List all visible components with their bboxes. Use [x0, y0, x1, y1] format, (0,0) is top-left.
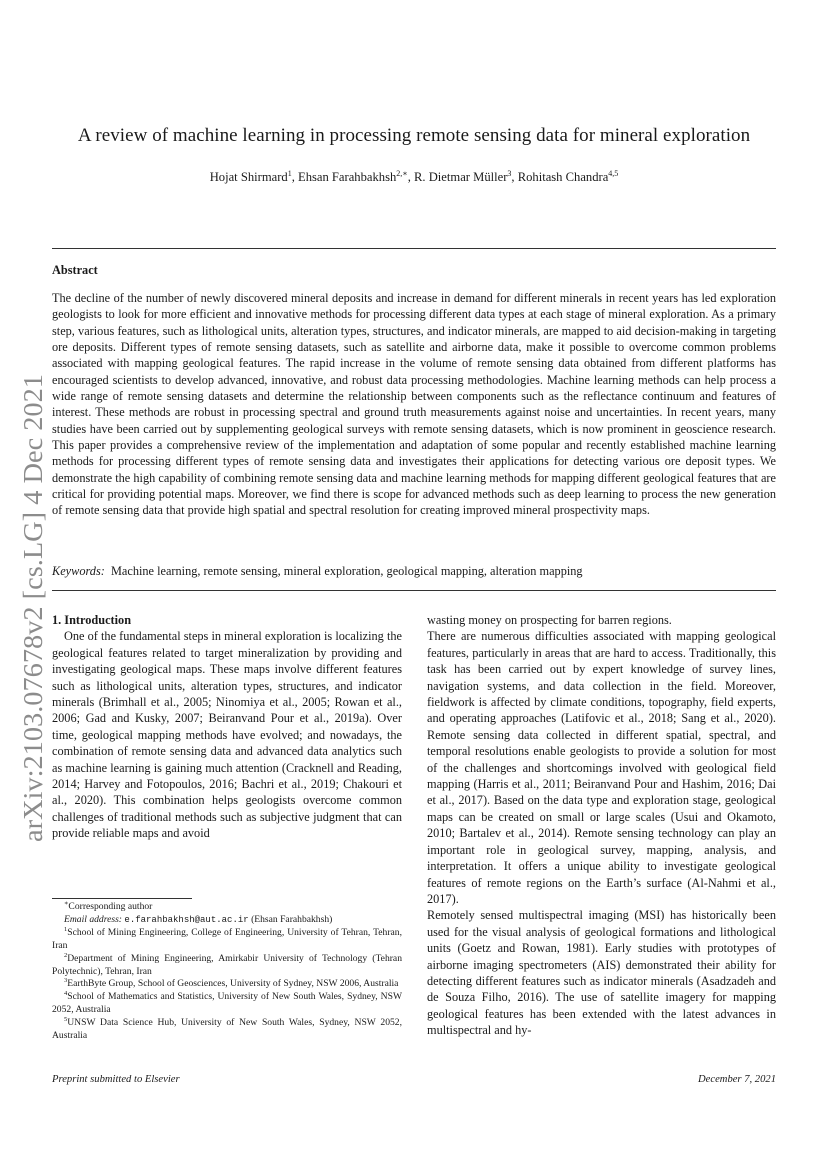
arxiv-sidebar-stamp	[2, 372, 58, 842]
section-heading: 1. Introduction	[52, 613, 132, 627]
divider-top	[52, 248, 776, 249]
body-paragraph: There are numerous difficulties associated with mapping geological features, particularly in areas that are hard to access. Traditionally, this task has been carried out by expert knowledge of survey lines, navigation systems, and data collection in the field. Moreover, fieldwork is affected by climate conditions, topography, field experts, and operating approaches (Latifovic et al., 2018; Sang et al., 2020). Remote sensing data collected in different spatial, spectral, and temporal resolutions enable geologists to provide a solution for most of the challenges and shortcomings involved with geological field mapping (Harris et al., 2011; Beiranvand Pour and Hashim, 2016; Dai et al., 2017). Based on the data type and exploration stage, geological maps can be created on small or large scales (Usui and Okamoto, 2010; Bartalev et al., 2014). Remote sensing technology can play an important role in geological survey, mapping, analysis, and interpretation. It offers a unique ability to investigate geological features of remote regions on the Earth’s surface (Al-Nahmi et al., 2017).	[427, 629, 776, 906]
author: Ehsan Farahbakhsh$^{2,∗}$,	[298, 168, 415, 184]
footnote-affiliation: $^5$UNSW Data Science Hub, University of New South Wales, Sydney, NSW 2052, Australia	[52, 1015, 402, 1042]
body-paragraph: wasting money on prospecting for barren regions.	[427, 613, 672, 627]
footnote-email: Email address: e.farahbakhsh@aut.ac.ir (Ehsan Farahbakhsh)	[64, 913, 333, 925]
keywords-label: Keywords:	[52, 564, 105, 578]
footnote-affiliation: $^3$EarthByte Group, School of Geosciences, University of Sydney, NSW 2006, Australia	[64, 977, 399, 990]
keywords-text: Machine learning, remote sensing, mineral exploration, geological mapping, alteration mapping	[110, 564, 583, 578]
footnote-affiliation: $^2$Department of Mining Engineering, Amirkabir University of Technology (Tehran Polytechnic), Tehran, Iran	[52, 951, 402, 977]
abstract-text: The decline of the number of newly discovered mineral deposits and increase in demand for different minerals in recent years has led exploration geologists to look for more efficient and innovative methods for processing different data types at each stage of mineral exploration. As a primary step, various features, such as lithological units, alteration types, structures, and indicator minerals, are mapped to aid decision-making in targeting ore deposits. Different types of remote sensing datasets, such as satellite and airborne data, make it possible to overcome common problems associated with mapping geological features. The rapid increase in the volume of remote sensing data obtained from different platforms has encouraged scientists to develop advanced, innovative, and robust data processing methodologies. Machine learning methods can help process a wide range of remote sensing datasets and determine the relationship between components such as the reflectance continuum and features of interest. These methods are robust in processing spectral and ground truth measurements against noise and uncertainties. In recent years, many studies have been carried out by supplementing geological surveys with remote sensing datasets, which is now prominent in geoscience research. This paper provides a comprehensive review of the implementation and adaptation of some popular and recently established machine learning methods for processing different types of remote sensing data and investigates their applications for detecting various ore deposit types. We demonstrate the high capability of combining remote sensing data and machine learning methods for mapping different geological features that are critical for providing potential maps. Moreover, we find there is scope for advanced methods such as deep learning to process the new generation of remote sensing data that provide high spatial and spectral resolution for creating improved mineral prospectivity maps.	[52, 291, 776, 518]
author: R. Dietmar Müller$^3$,	[414, 168, 518, 184]
author-list	[50, 170, 778, 185]
footer-preprint-note: Preprint submitted to Elsevier	[52, 1074, 180, 1085]
email-link[interactable]: e.farahbakhsh@aut.ac.ir	[124, 914, 249, 925]
abstract-heading: Abstract	[52, 263, 98, 277]
left-column	[52, 612, 402, 842]
divider-keywords	[52, 590, 776, 591]
footnote-divider	[52, 898, 192, 899]
right-column	[427, 612, 776, 1039]
body-paragraph: One of the fundamental steps in mineral exploration is localizing the geological features related to target mineralization by providing and investigating geological maps. These maps involve different features such as lithological units, alteration types, structures, and indicator minerals (Brimhall et al., 2005; Ninomiya et al., 2005; Rowan et al., 2006; Gad and Kusky, 2007; Beiranvand Pour et al., 2019a). Over time, geological mapping methods have evolved; and nowadays, the combination of remote sensing data and advanced data analytics such as machine learning is gaining much attention (Cracknell and Reading, 2014; Harvey and Fotopoulos, 2016; Bachri et al., 2019; Chakouri et al., 2020). This combination helps geologists overcome common challenges of traditional methods such as subjective judgment that can provide reliable maps and avoid	[52, 629, 402, 841]
footer-date: December 7, 2021	[698, 1074, 776, 1085]
footnote-affiliation: $^1$School of Mining Engineering, College of Engineering, University of Tehran, Tehran, Iran	[52, 925, 402, 951]
arxiv-identifier: arXiv:2103.07678v2 [cs.LG] 4 Dec 2021	[18, 396, 48, 842]
paper-title: A review of machine learning in processing remote sensing data for mineral exploration	[77, 125, 751, 146]
author: Hojat Shirmard$^1$,	[209, 168, 298, 184]
footnote-corresponding: ∗Corresponding author	[64, 899, 153, 912]
footnotes	[52, 901, 402, 1043]
keywords	[52, 564, 776, 579]
footnote-affiliation: $^4$School of Mathematics and Statistics, University of New South Wales, Sydney, NSW 2052, Australia	[52, 990, 402, 1016]
body-paragraph: Remotely sensed multispectral imaging (MSI) has historically been used for the visual analysis of geological formations and lithological units (Goetz and Rowan, 1981). Early studies with prototypes of airborne imaging spectrometers (AIS) demonstrated their ability for detecting different features such as indicator minerals (Asadzadeh and de Souza Filho, 2016). The use of satellite imagery for mapping geological features has been extended with the latest advances in multispectral and hy-	[427, 908, 776, 1038]
author: Rohitash Chandra$^{4,5}$	[517, 168, 619, 184]
